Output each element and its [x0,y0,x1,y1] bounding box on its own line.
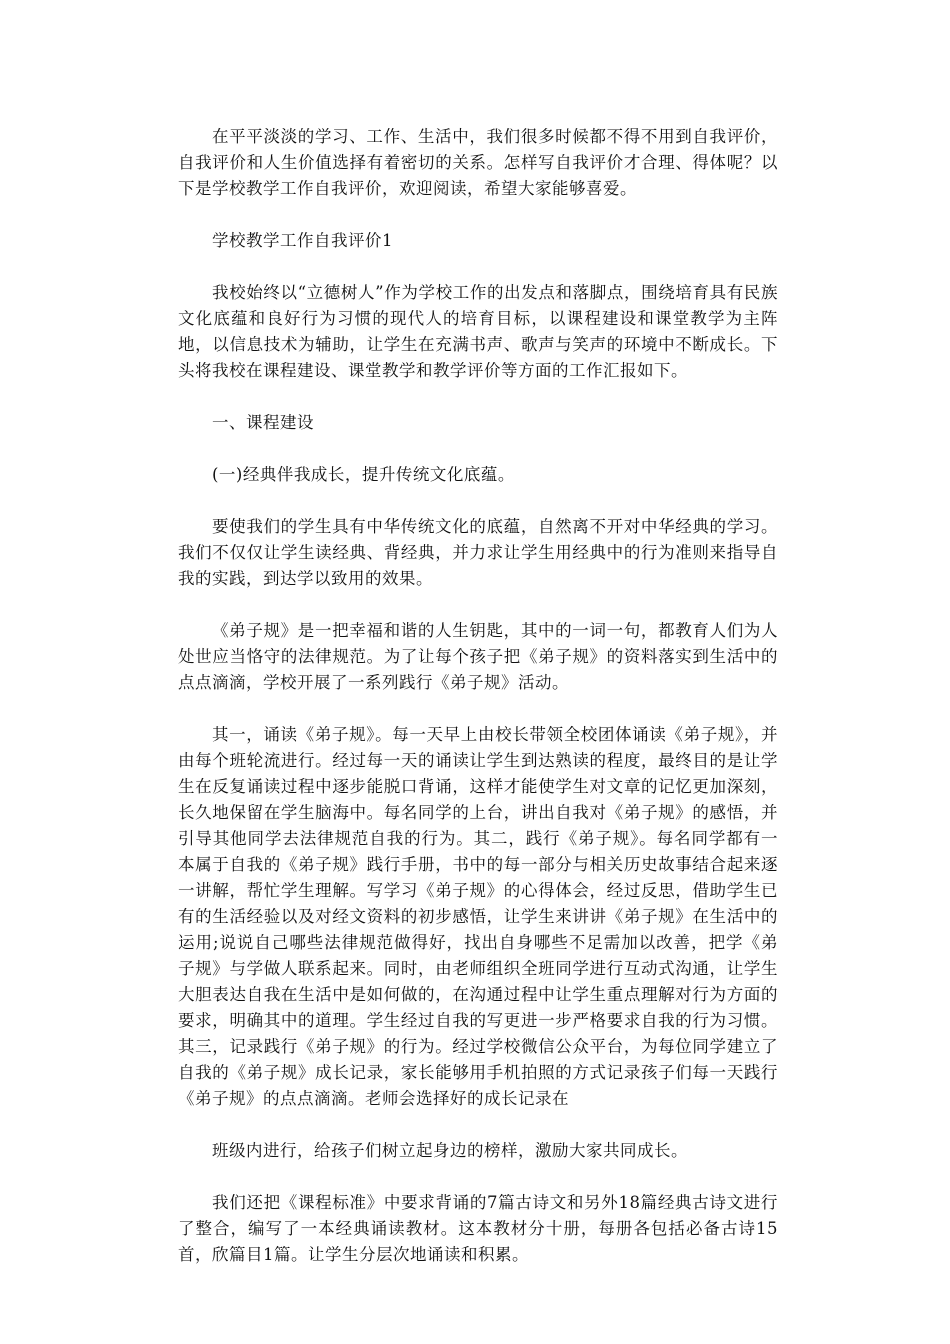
textbook-paragraph: 我们还把《课程标准》中要求背诵的7篇古诗文和另外18篇经典古诗文进行了整合，编写了一本经典诵读教材。这本教材分十册，每册各包括必备古诗15首，欣篇目1篇。让学生分层次地诵读和积累。 [178,1193,778,1264]
classics-paragraph: 要使我们的学生具有中华传统文化的底蕴，自然离不开对中华经典的学习。我们不仅仅让学生读经典、背经典，并力求让学生用经典中的行为准则来指导自我的实践，到达学以致用的效果。 [178,517,778,588]
section-title: 学校教学工作自我评价1 [212,231,393,250]
dizigui-intro-paragraph: 《弟子规》是一把幸福和谐的人生钥匙，其中的一词一句，都教育人们为人处世应当恪守的法律规范。为了让每个孩子把《弟子规》的资料落实到生活中的点点滴滴，学校开展了一系列践行《弟子规》活动。 [178,621,778,692]
document-body [178,124,778,1294]
dizigui-activities-paragraph: 其一，诵读《弟子规》。每一天早上由校长带领全校团体诵读《弟子规》，并由每个班轮流进行。经过每一天的诵读让学生到达熟读的程度，最终目的是让学生在反复诵读过程中逐步能脱口背诵，这样才能使学生对文章的记忆更加深刻，长久地保留在学生脑海中。每名同学的上台，讲出自我对《弟子规》的感悟，并引导其他同学去法律规范自我的行为。其二，践行《弟子规》。每名同学都有一本属于自我的《弟子规》践行手册，书中的每一部分与相关历史故事结合起来逐一讲解，帮忙学生理解。写学习《弟子规》的心得体会，经过反思，借助学生已有的生活经验以及对经文资料的初步感悟，让学生来讲讲《弟子规》在生活中的运用;说说自己哪些法律规范做得好，找出自身哪些不足需加以改善，把学《弟子规》与学做人联系起来。同时，由老师组织全班同学进行互动式沟通，让学生大胆表达自我在生活中是如何做的，在沟通过程中让学生重点理解对行为方面的要求，明确其中的道理。学生经过自我的写更进一步严格要求自我的行为习惯。其三，记录践行《弟子规》的行为。经过学校微信公众平台，为每位同学建立了自我的《弟子规》成长记录，家长能够用手机拍照的方式记录孩子们每一天践行《弟子规》的点点滴滴。老师会选择好的成长记录在 [178,725,778,1108]
subheading-classics: (一)经典伴我成长，提升传统文化底蕴。 [212,465,515,484]
class-example-paragraph: 班级内进行，给孩子们树立起身边的榜样，激励大家共同成长。 [212,1141,688,1160]
intro-paragraph: 在平平淡淡的学习、工作、生活中，我们很多时候都不得不用到自我评价，自我评价和人生价值选择有着密切的关系。怎样写自我评价才合理、得体呢？以下是学校教学工作自我评价，欢迎阅读，希望大家能够喜爱。 [178,127,778,198]
overview-paragraph: 我校始终以“立德树人”作为学校工作的出发点和落脚点，围绕培育具有民族文化底蕴和良好行为习惯的现代人的培育目标，以课程建设和课堂教学为主阵地，以信息技术为辅助，让学生在充满书声、歌声与笑声的环境中不断成长。下头将我校在课程建设、课堂教学和教学评价等方面的工作汇报如下。 [178,283,778,380]
heading-curriculum: 一、课程建设 [212,413,314,432]
